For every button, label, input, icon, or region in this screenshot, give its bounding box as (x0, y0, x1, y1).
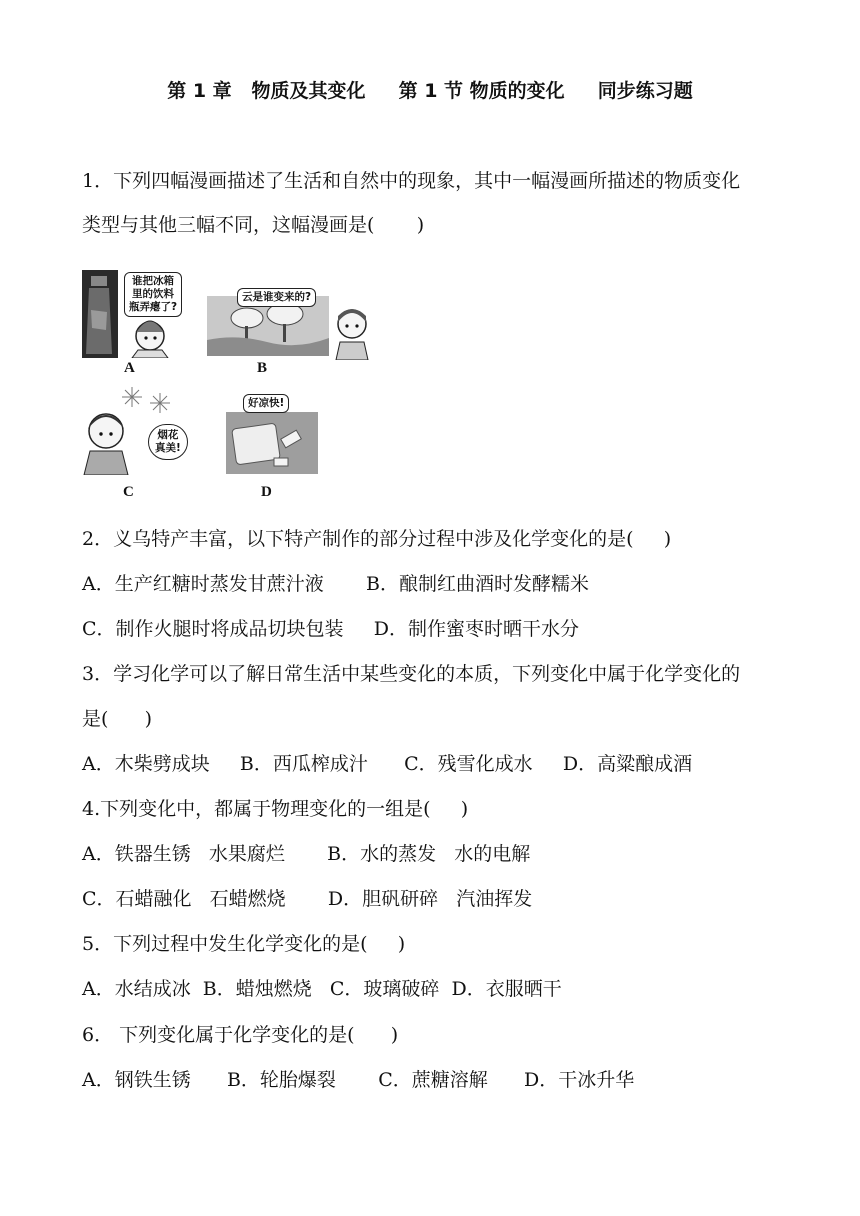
speech-bubble-c: 烟花 真美! (148, 424, 188, 460)
speech-bubble-b: 云是谁变来的? (237, 288, 316, 307)
q5-stem: 5．下列过程中发生化学变化的是( ) (82, 933, 406, 955)
speech-bubble-a: 谁把冰箱 里的饮料 瓶弄瘪了? (124, 272, 182, 317)
q6-options: A．钢铁生锈 B．轮胎爆裂 C．蔗糖溶解 D．干冰升华 (82, 1069, 635, 1091)
page-title: 第 1 章 物质及其变化 第 1 节 物质的变化 同步练习题 (167, 80, 693, 102)
q2-options-cd: C．制作火腿时将成品切块包装 D．制作蜜枣时晒干水分 (82, 618, 579, 640)
girl-cartoon-b (326, 302, 378, 360)
girl-icon (326, 302, 378, 360)
q3-stem-line1: 3．学习化学可以了解日常生活中某些变化的本质，下列变化中属于化学变化的 (82, 663, 741, 685)
image-label-a: A (124, 360, 135, 376)
q3-options: A．木柴劈成块 B．西瓜榨成汁 C．残雪化成水 D．高粱酿成酒 (82, 753, 693, 775)
q2-options-ab: A．生产红糖时蒸发甘蔗汁液 B．酿制红曲酒时发酵糯米 (82, 573, 589, 595)
image-label-c: C (123, 484, 134, 500)
q4-options-cd: C．石蜡融化 石蜡燃烧 D．胆矾研碎 汽油挥发 (82, 888, 533, 910)
cartoon-image-d (226, 412, 318, 474)
q4-options-ab: A．铁器生锈 水果腐烂 B．水的蒸发 水的电解 (82, 843, 531, 865)
q3-stem-line2: 是( ) (82, 708, 153, 730)
q6-stem: 6． 下列变化属于化学变化的是( ) (82, 1024, 399, 1046)
cooling-patch-icon (226, 412, 318, 474)
q5-options: A．水结成冰 B．蜡烛燃烧 C．玻璃破碎 D．衣服晒干 (82, 978, 562, 1000)
image-label-d: D (261, 484, 272, 500)
q1-stem-line1: 1．下列四幅漫画描述了生活和自然中的现象，其中一幅漫画所描述的物质变化 (82, 170, 741, 192)
q4-stem: 4.下列变化中，都属于物理变化的一组是( ) (82, 798, 469, 820)
speech-bubble-d: 好凉快! (243, 394, 289, 413)
q2-stem: 2．义乌特产丰富，以下特产制作的部分过程中涉及化学变化的是( ) (82, 528, 672, 550)
q1-stem-line2: 类型与其他三幅不同，这幅漫画是( ) (82, 214, 425, 236)
image-label-b: B (257, 360, 268, 376)
